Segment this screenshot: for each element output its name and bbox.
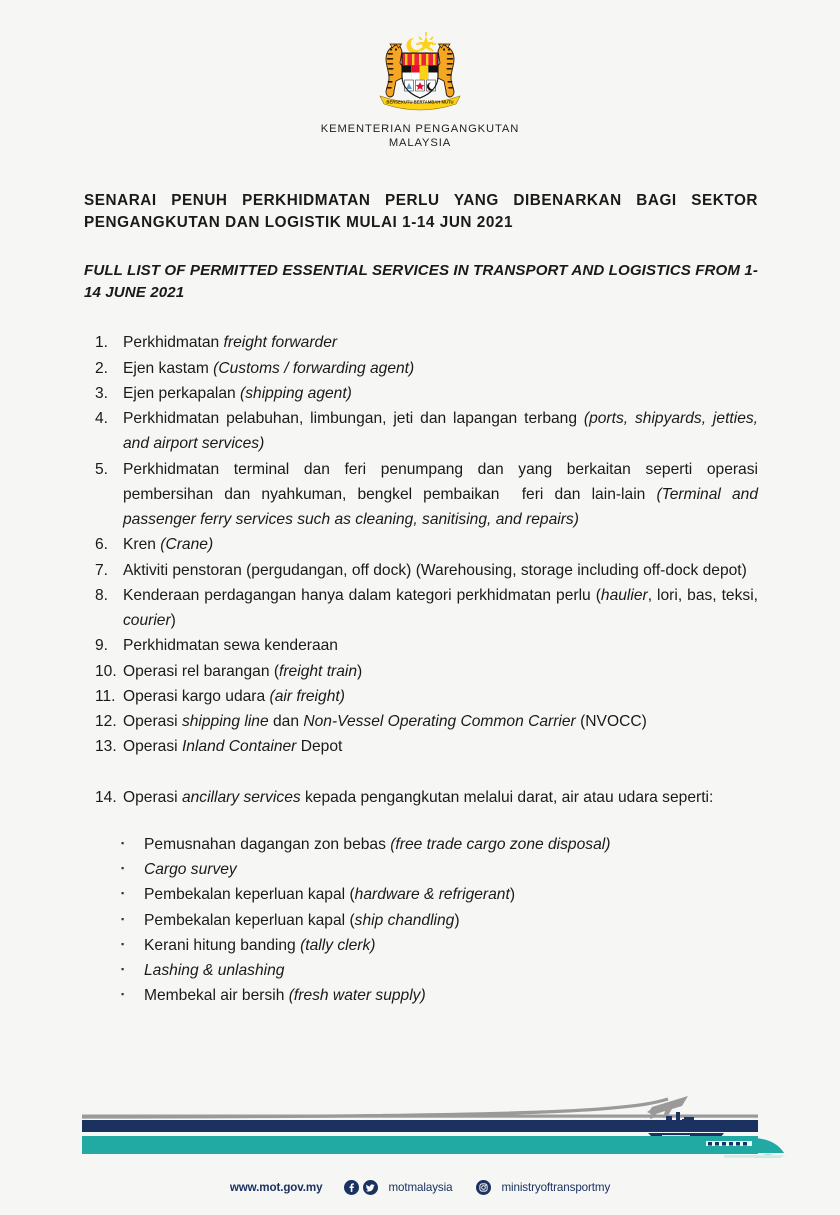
sublist-item (121, 882, 758, 907)
twitter-icon[interactable] (363, 1180, 378, 1195)
document-body (0, 190, 840, 1009)
list-item (95, 659, 758, 684)
list-item (95, 356, 758, 381)
instagram-icon[interactable] (476, 1180, 491, 1195)
sublist-item (121, 832, 758, 857)
list-item-number: 6. (95, 536, 109, 554)
instagram-group (476, 1180, 610, 1195)
square-bullet-icon: ▪ (121, 837, 125, 848)
list-item-text: Kren (Crane) (123, 536, 214, 554)
list-item-text: Kenderaan perdagangan hanya dalam kategori perkhidmatan perlu (haulier, lori, bas, teksi, courier) (123, 586, 758, 630)
list-item-text: Operasi shipping line dan Non-Vessel Operating Common Carrier (NVOCC) (123, 713, 647, 731)
ministry-name (0, 122, 840, 150)
square-bullet-icon: ▪ (121, 964, 125, 975)
list-item (95, 633, 758, 658)
sublist-item-text: Pemusnahan dagangan zon bebas (free trade cargo zone disposal) (144, 835, 611, 853)
list-item-number: 5. (95, 460, 109, 478)
list-item-number: 14. (95, 788, 117, 806)
square-bullet-icon: ▪ (121, 888, 125, 899)
list-item-number: 9. (95, 637, 109, 655)
malaysia-coat-of-arms-icon (350, 26, 490, 114)
list-item (95, 734, 758, 759)
list-item (95, 785, 758, 810)
list-item (95, 330, 758, 355)
list-item-text: Perkhidmatan terminal dan feri penumpang dan yang berkaitan seperti operasi pembersihan dan nyahkuman, bengkel pembaikan feri dan lain-lain (Terminal and passenger ferry services such as cleaning, sanitising, and repairs) (123, 460, 758, 529)
document-header (0, 0, 840, 150)
list-spacer (95, 760, 758, 785)
square-bullet-icon: ▪ (121, 989, 125, 1000)
ministry-name-line1: KEMENTERIAN PENGANGKUTAN (320, 123, 520, 135)
square-bullet-icon: ▪ (121, 938, 125, 949)
list-item-number: 12. (95, 713, 117, 731)
square-bullet-icon: ▪ (121, 863, 125, 874)
transport-footer-graphic (0, 1095, 840, 1173)
list-item-number: 7. (95, 561, 109, 579)
sublist-item-text: Pembekalan keperluan kapal (hardware & refrigerant) (144, 886, 516, 904)
list-item (95, 583, 758, 634)
svg-text:BERSEKUTU BERTAMBAH MUTU: BERSEKUTU BERTAMBAH MUTU (386, 99, 454, 105)
list-item (95, 558, 758, 583)
square-bullet-icon: ▪ (121, 913, 125, 924)
sublist-item (121, 983, 758, 1008)
title-english: FULL LIST OF PERMITTED ESSENTIAL SERVICES IN TRANSPORT AND LOGISTICS FROM 1-14 JUNE 2021 (84, 261, 758, 302)
list-item-text: Aktiviti penstoran (pergudangan, off dock) (Warehousing, storage including off-dock depot) (123, 561, 747, 579)
list-item-text: Operasi rel barangan (freight train) (123, 662, 363, 680)
list-item-number: 4. (95, 410, 109, 428)
list-item (95, 406, 758, 457)
sublist-item (121, 857, 758, 882)
sublist-item-text: Cargo survey (144, 861, 237, 879)
sublist-item-text: Membekal air bersih (fresh water supply) (144, 987, 426, 1005)
document-footer (0, 1095, 840, 1215)
list-item-text: Perkhidmatan freight forwarder (123, 334, 338, 352)
facebook-icon[interactable] (344, 1180, 359, 1195)
list-item-text: Operasi Inland Container Depot (123, 738, 343, 756)
website-link[interactable]: www.mot.gov.my (229, 1181, 323, 1194)
list-item-text: Perkhidmatan sewa kenderaan (123, 637, 338, 655)
list-item-number: 8. (95, 586, 109, 604)
list-item-text: Ejen perkapalan (shipping agent) (123, 384, 352, 402)
ministry-name-line2: MALAYSIA (388, 137, 452, 149)
list-item-text: Operasi ancillary services kepada pengangkutan melalui darat, air atau udara seperti: (123, 788, 714, 806)
list-item-number: 13. (95, 738, 117, 756)
footer-contact-line (0, 1180, 840, 1195)
sublist-item (121, 958, 758, 983)
facebook-twitter-group (344, 1180, 452, 1195)
list-item (95, 709, 758, 734)
ancillary-services-sublist (84, 832, 758, 1009)
list-item-text: Perkhidmatan pelabuhan, limbungan, jeti dan lapangan terbang (ports, shipyards, jetties, and airport services) (123, 410, 758, 453)
facebook-twitter-handle[interactable]: motmalaysia (388, 1181, 453, 1194)
essential-services-list (84, 330, 758, 810)
sublist-item (121, 908, 758, 933)
sublist-item (121, 933, 758, 958)
list-item (95, 532, 758, 557)
list-item-number: 1. (95, 334, 109, 352)
sublist-item-text: Kerani hitung banding (tally clerk) (144, 936, 376, 954)
instagram-handle[interactable]: ministryoftransportmy (501, 1181, 611, 1194)
sublist-item-text: Lashing & unlashing (144, 962, 285, 980)
list-item-number: 3. (95, 384, 109, 402)
title-malay: SENARAI PENUH PERKHIDMATAN PERLU YANG DIBENARKAN BAGI SEKTOR PENGANGKUTAN DAN LOGISTIK MULAI 1-14 JUN 2021 (84, 192, 758, 232)
list-item-text: Ejen kastam (Customs / forwarding agent) (123, 359, 415, 377)
list-item (95, 381, 758, 406)
list-item (95, 457, 758, 533)
list-item-number: 11. (95, 687, 116, 705)
list-item (95, 684, 758, 709)
sublist-item-text: Pembekalan keperluan kapal (ship chandling) (144, 911, 460, 929)
list-item-number: 10. (95, 662, 117, 680)
list-item-number: 2. (95, 359, 109, 377)
list-item-text: Operasi kargo udara (air freight) (123, 687, 345, 705)
